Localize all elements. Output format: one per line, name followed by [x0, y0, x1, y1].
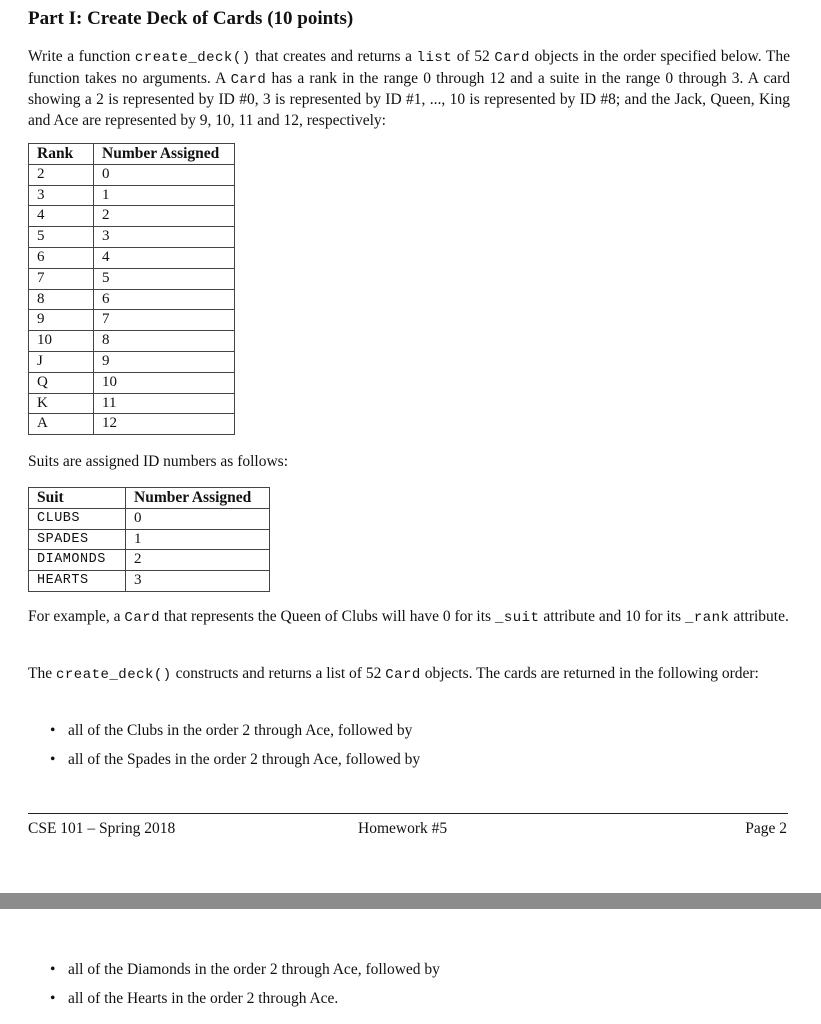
number-assigned-header: Number Assigned: [94, 144, 235, 165]
code-rank-attr: _rank: [684, 610, 730, 626]
suits-intro: Suits are assigned ID numbers as follows:: [28, 453, 289, 470]
number-assigned-cell: 5: [94, 268, 235, 289]
order-bullets-bottom: [50, 960, 440, 1018]
rank-cell: 4: [29, 206, 94, 227]
number-assigned-cell: 3: [126, 571, 270, 592]
rank-table-header-row: [29, 144, 235, 165]
number-assigned-cell: 1: [94, 185, 235, 206]
rank-cell: 8: [29, 289, 94, 310]
suit-cell: CLUBS: [29, 508, 126, 529]
rank-cell: 9: [29, 310, 94, 331]
order-text-1: The: [28, 665, 56, 682]
rank-cell: J: [29, 351, 94, 372]
table-row: [29, 550, 270, 571]
table-row: [29, 529, 270, 550]
section-title: Part I: Create Deck of Cards (10 points): [28, 8, 354, 29]
footer-page-number: Page 2: [745, 820, 787, 837]
rank-cell: 2: [29, 164, 94, 185]
number-assigned-cell: 6: [94, 289, 235, 310]
example-text-1: For example, a: [28, 608, 125, 625]
order-bullets-top: [50, 721, 420, 779]
code-suit-attr: _suit: [494, 610, 540, 626]
order-paragraph: [28, 664, 790, 686]
number-assigned-cell: 0: [126, 508, 270, 529]
table-row: [29, 393, 235, 414]
rank-table-body: [29, 164, 235, 434]
table-row: [29, 310, 235, 331]
code-card: Card: [494, 50, 530, 66]
footer-homework: Homework #5: [358, 820, 448, 837]
rank-table: [28, 143, 235, 435]
intro-text-5: has a rank in the range 0 through 12 and a suite in the range 0 through 3. A card showing a 2 is represented by ID #0, 3 is represented by ID #1, ..., 10 is represented by ID #8; and the Jack, Queen, King and Ace are represented by 9, 10, 11 and 12, respectively:: [28, 69, 790, 129]
suit-cell: HEARTS: [29, 571, 126, 592]
intro-text-1: Write a function: [28, 48, 135, 65]
table-row: [29, 351, 235, 372]
footer-divider: [28, 813, 788, 814]
code-list: list: [416, 50, 453, 66]
code-create-deck: create_deck(): [134, 50, 251, 66]
number-assigned-cell: 10: [94, 372, 235, 393]
code-card: Card: [230, 71, 267, 88]
number-assigned-cell: 2: [126, 550, 270, 571]
table-row: [29, 331, 235, 352]
suit-table: [28, 487, 270, 592]
intro-paragraph: [28, 47, 790, 131]
example-text-4: attribute.: [729, 608, 789, 625]
number-assigned-cell: 8: [94, 331, 235, 352]
bullet-item: • all of the Clubs in the order 2 through Ace, followed by: [50, 721, 420, 750]
number-assigned-cell: 4: [94, 247, 235, 268]
rank-cell: 10: [29, 331, 94, 352]
bullet-item: • all of the Diamonds in the order 2 through Ace, followed by: [50, 960, 440, 989]
table-row: [29, 185, 235, 206]
page-separator: [0, 893, 821, 909]
table-row: [29, 571, 270, 592]
suit-table-header-row: [29, 488, 270, 509]
intro-text-2: that creates and returns a: [250, 48, 417, 65]
number-assigned-cell: 1: [126, 529, 270, 550]
table-row: [29, 164, 235, 185]
number-assigned-cell: 7: [94, 310, 235, 331]
code-card: Card: [385, 667, 421, 683]
code-card: Card: [124, 610, 161, 626]
rank-cell: 5: [29, 227, 94, 248]
code-create-deck: create_deck(): [55, 667, 172, 683]
number-assigned-cell: 12: [94, 414, 235, 435]
footer-course: CSE 101 – Spring 2018: [28, 820, 176, 837]
table-row: [29, 508, 270, 529]
bullet-item: • all of the Hearts in the order 2 through Ace.: [50, 989, 440, 1018]
table-row: [29, 414, 235, 435]
rank-cell: K: [29, 393, 94, 414]
table-row: [29, 206, 235, 227]
table-row: [29, 247, 235, 268]
intro-text-4: objects in the order specified below. The function takes no arguments. A: [28, 48, 790, 87]
suit-cell: SPADES: [29, 529, 126, 550]
intro-text-3: of 52: [452, 48, 495, 65]
order-text-2: constructs and returns a list of 52: [171, 665, 386, 682]
suit-table-body: [29, 508, 270, 591]
rank-cell: 6: [29, 247, 94, 268]
number-assigned-cell: 3: [94, 227, 235, 248]
number-assigned-cell: 0: [94, 164, 235, 185]
number-assigned-header: Number Assigned: [126, 488, 270, 509]
example-paragraph: [28, 607, 790, 629]
rank-header: Rank: [29, 144, 94, 165]
example-text-3: attribute and 10 for its: [539, 608, 685, 625]
number-assigned-cell: 2: [94, 206, 235, 227]
rank-cell: 3: [29, 185, 94, 206]
number-assigned-cell: 11: [94, 393, 235, 414]
table-row: [29, 372, 235, 393]
rank-cell: Q: [29, 372, 94, 393]
table-row: [29, 268, 235, 289]
table-row: [29, 227, 235, 248]
rank-cell: 7: [29, 268, 94, 289]
table-row: [29, 289, 235, 310]
example-text-2: that represents the Queen of Clubs will have 0 for its: [160, 608, 495, 625]
order-text-3: objects. The cards are returned in the following order:: [420, 665, 759, 682]
suit-header: Suit: [29, 488, 126, 509]
number-assigned-cell: 9: [94, 351, 235, 372]
rank-cell: A: [29, 414, 94, 435]
suit-cell: DIAMONDS: [29, 550, 126, 571]
bullet-item: • all of the Spades in the order 2 through Ace, followed by: [50, 750, 420, 779]
